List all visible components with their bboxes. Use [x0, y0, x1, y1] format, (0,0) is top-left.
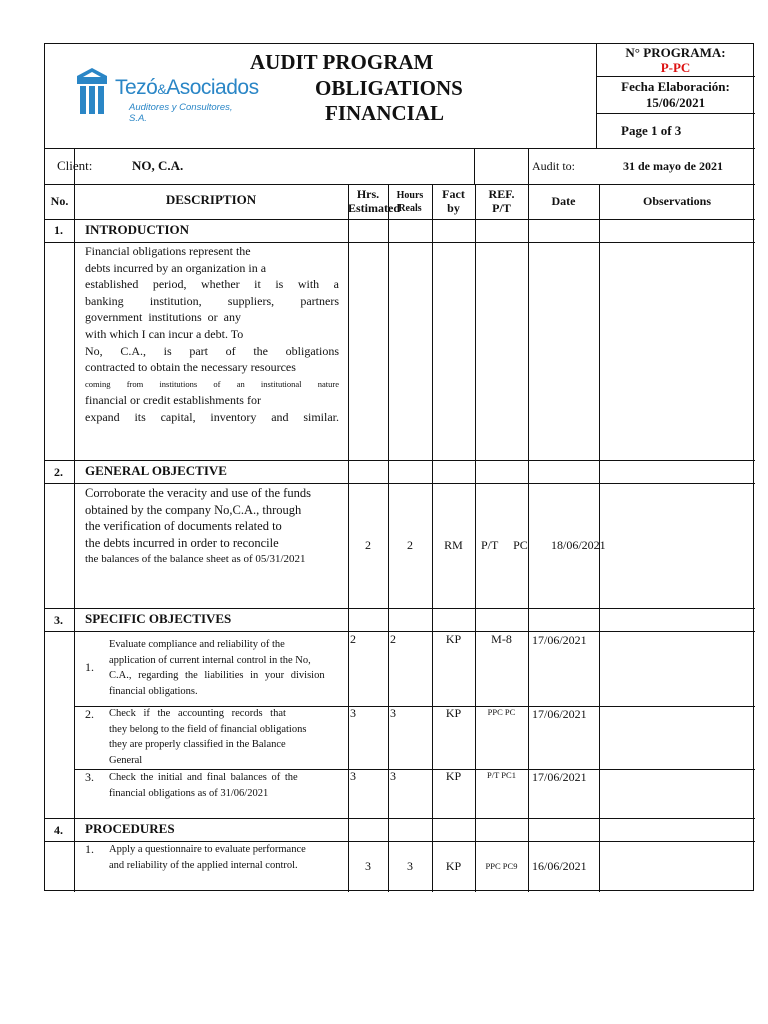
- specific-objective-3-number: 3.: [85, 770, 94, 784]
- title-line-1: AUDIT PROGRAM: [250, 50, 434, 74]
- title-line-2: OBLIGATIONS: [315, 76, 463, 100]
- s3-item2-hrs: 3: [350, 706, 356, 720]
- s3-item1-date: 17/06/2021: [532, 633, 587, 647]
- s4-item1-ref: PPC PC9: [485, 861, 518, 871]
- s4-item1-date: 16/06/2021: [532, 859, 587, 873]
- procedure-1-number: 1.: [85, 842, 94, 856]
- s3-item2-fact: KP: [445, 706, 462, 720]
- s2-fact-by: RM: [444, 538, 463, 552]
- section-1-title: INTRODUCTION: [85, 222, 190, 237]
- section-3-number: 3.: [54, 613, 63, 627]
- column-header-observations: Observations: [642, 194, 711, 208]
- logo-wordmark: Tezó&Asociados: [115, 76, 259, 99]
- fecha-elaboracion-value: 15/06/2021: [645, 95, 706, 110]
- column-header-fact-by: Fact by: [442, 187, 465, 215]
- s3-item3-hours: 3: [390, 769, 396, 783]
- s3-item2-hours: 3: [390, 706, 396, 720]
- s3-item1-fact: KP: [445, 632, 462, 646]
- s3-item3-fact: KP: [445, 769, 462, 783]
- client-value: NO, C.A.: [132, 158, 184, 173]
- audit-to-label: Audit to:: [532, 159, 576, 173]
- introduction-text: Financial obligations represent the debts incurred by an organization in a established period, whether it is with a banking institution, suppliers, partners government institutions or any with which I can incur a debt. To No, C.A., is part of the obligations contracted to obtain the necessary resources coming from institutions of an institutional nature financial or credit establishments for expand its capital, inventory and similar.: [85, 244, 339, 424]
- audit-to-value: 31 de mayo de 2021: [623, 159, 723, 173]
- s2-date: 18/06/2021: [551, 538, 606, 552]
- column-header-hrs-estimated: Hrs. Estimated: [348, 187, 400, 215]
- s3-item2-date: 17/06/2021: [532, 707, 587, 721]
- specific-objective-2-text: Check if the accounting records that they belong to the field of financial obligations they are properly classified in the Balance General: [109, 708, 307, 766]
- s2-hours-reals: 2: [407, 538, 413, 552]
- specific-objective-1-number: 1.: [85, 660, 94, 674]
- company-logo: [73, 64, 259, 124]
- column-header-date: Date: [551, 194, 576, 208]
- page-number: Page 1 of 3: [621, 123, 682, 138]
- specific-objective-2-number: 2.: [85, 707, 94, 721]
- s2-ref-pt: P/T PC: [481, 538, 528, 552]
- s3-item3-ref: P/T PC1: [487, 770, 516, 780]
- specific-objective-1-text: Evaluate compliance and reliability of the application of current internal control in the No, C.A., regarding the liabilities in your division financial obligations.: [109, 639, 325, 697]
- s3-item2-ref: PPC PC: [487, 707, 516, 717]
- column-header-description: DESCRIPTION: [165, 192, 257, 207]
- s4-item1-hrs: 3: [365, 859, 371, 873]
- section-4-title: PROCEDURES: [85, 821, 175, 836]
- s3-item1-hrs: 2: [350, 632, 356, 646]
- general-objective-text: Corroborate the veracity and use of the funds obtained by the company No,C.A., through the verification of documents related to the debts incurred in order to reconcile the balances of the balance sheet as of 05/31/2021: [85, 486, 311, 566]
- logo-emblem-icon: [73, 66, 111, 116]
- client-label: Client:: [57, 158, 93, 173]
- s4-item1-fact: KP: [445, 859, 462, 873]
- fecha-elaboracion-label: Fecha Elaboración:: [621, 79, 730, 94]
- logo-tagline: Auditores y Consultores, S.A.: [129, 102, 233, 124]
- s3-item3-date: 17/06/2021: [532, 770, 587, 784]
- s3-item1-hours: 2: [390, 632, 396, 646]
- title-line-3: FINANCIAL: [325, 101, 445, 125]
- section-1-number: 1.: [54, 223, 63, 237]
- section-2-number: 2.: [54, 465, 63, 479]
- s2-hrs-estimated: 2: [365, 538, 371, 552]
- section-2-title: GENERAL OBJECTIVE: [85, 463, 227, 478]
- column-header-hours-reals: Hours Reals: [396, 190, 424, 214]
- program-number-label: N° PROGRAMA:: [625, 45, 726, 60]
- section-3-title: SPECIFIC OBJECTIVES: [85, 611, 232, 626]
- column-header-no: No.: [50, 194, 69, 208]
- section-4-number: 4.: [54, 823, 63, 837]
- s3-item1-ref: M-8: [491, 632, 512, 646]
- program-code: P-PC: [660, 60, 691, 75]
- column-header-ref-pt: REF. P/T: [488, 187, 515, 215]
- audit-program-document: [44, 43, 754, 891]
- s4-item1-hours: 3: [407, 859, 413, 873]
- s3-item3-hrs: 3: [350, 769, 356, 783]
- procedure-1-text: Apply a questionnaire to evaluate performance and reliability of the applied internal control.: [109, 844, 306, 871]
- specific-objective-3-text: Check the initial and final balances of the financial obligations as of 31/06/2021: [109, 772, 298, 799]
